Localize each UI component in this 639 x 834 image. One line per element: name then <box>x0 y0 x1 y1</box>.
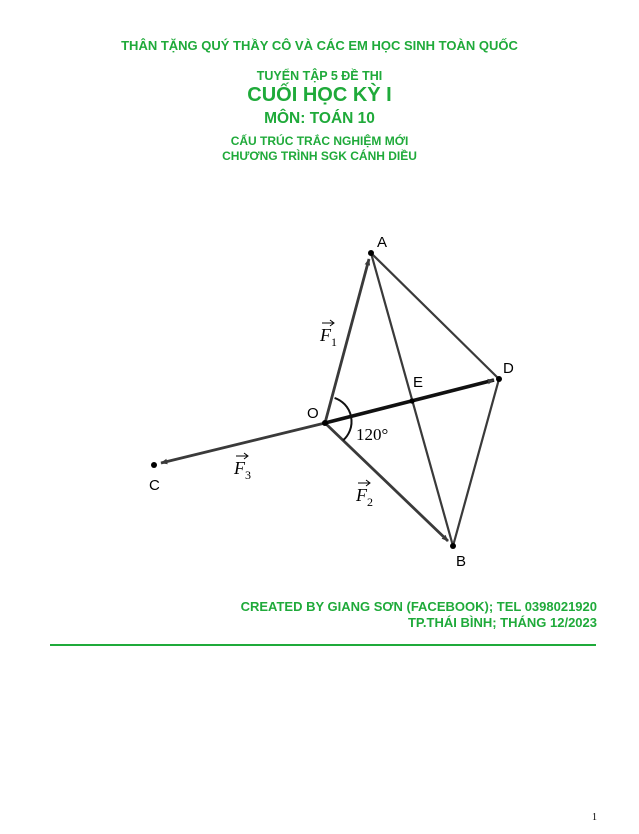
label-o: O <box>307 405 319 422</box>
label-f1 <box>319 320 337 349</box>
point-e <box>409 398 414 403</box>
angle-label: 120° <box>356 425 389 444</box>
collection-title: TUYỂN TẬP 5 ĐỀ THI <box>256 69 383 83</box>
segment-ad <box>371 253 499 379</box>
label-d: D <box>503 360 514 377</box>
svg-text:F: F <box>356 485 367 505</box>
svg-text:F: F <box>234 458 245 478</box>
segment-db <box>453 379 499 546</box>
label-a: A <box>377 234 388 251</box>
location-date-line: TP.THÁI BÌNH; THÁNG 12/2023 <box>407 615 597 630</box>
vector-f3 <box>161 423 325 463</box>
subject-title: MÔN: TOÁN 10 <box>264 110 375 127</box>
program-line: CHƯƠNG TRÌNH SGK CÁNH DIỀU <box>222 149 417 163</box>
exam-title: CUỐI HỌC KỲ I <box>247 84 392 106</box>
label-f3 <box>233 453 251 482</box>
page-number: 1 <box>592 812 597 823</box>
label-b: B <box>456 553 467 570</box>
svg-text:3: 3 <box>245 468 251 482</box>
divider-line <box>50 644 596 646</box>
label-f2 <box>355 480 373 509</box>
point-d <box>496 376 502 382</box>
credit-line: CREATED BY GIANG SƠN (FACEBOOK); TEL 0398021920 <box>240 599 597 614</box>
svg-text:1: 1 <box>331 335 337 349</box>
point-b <box>450 543 456 549</box>
dedication-line: THÂN TẶNG QUÝ THẦY CÔ VÀ CÁC EM HỌC SINH TOÀN QUỐC <box>121 38 518 53</box>
point-c <box>151 462 157 468</box>
structure-line: CẤU TRÚC TRẮC NGHIỆM MỚI <box>230 134 409 148</box>
svg-text:2: 2 <box>367 495 373 509</box>
point-o <box>322 420 328 426</box>
label-c: C <box>149 477 160 494</box>
label-e: E <box>413 374 424 391</box>
svg-text:F: F <box>320 325 331 345</box>
point-a <box>368 250 374 256</box>
